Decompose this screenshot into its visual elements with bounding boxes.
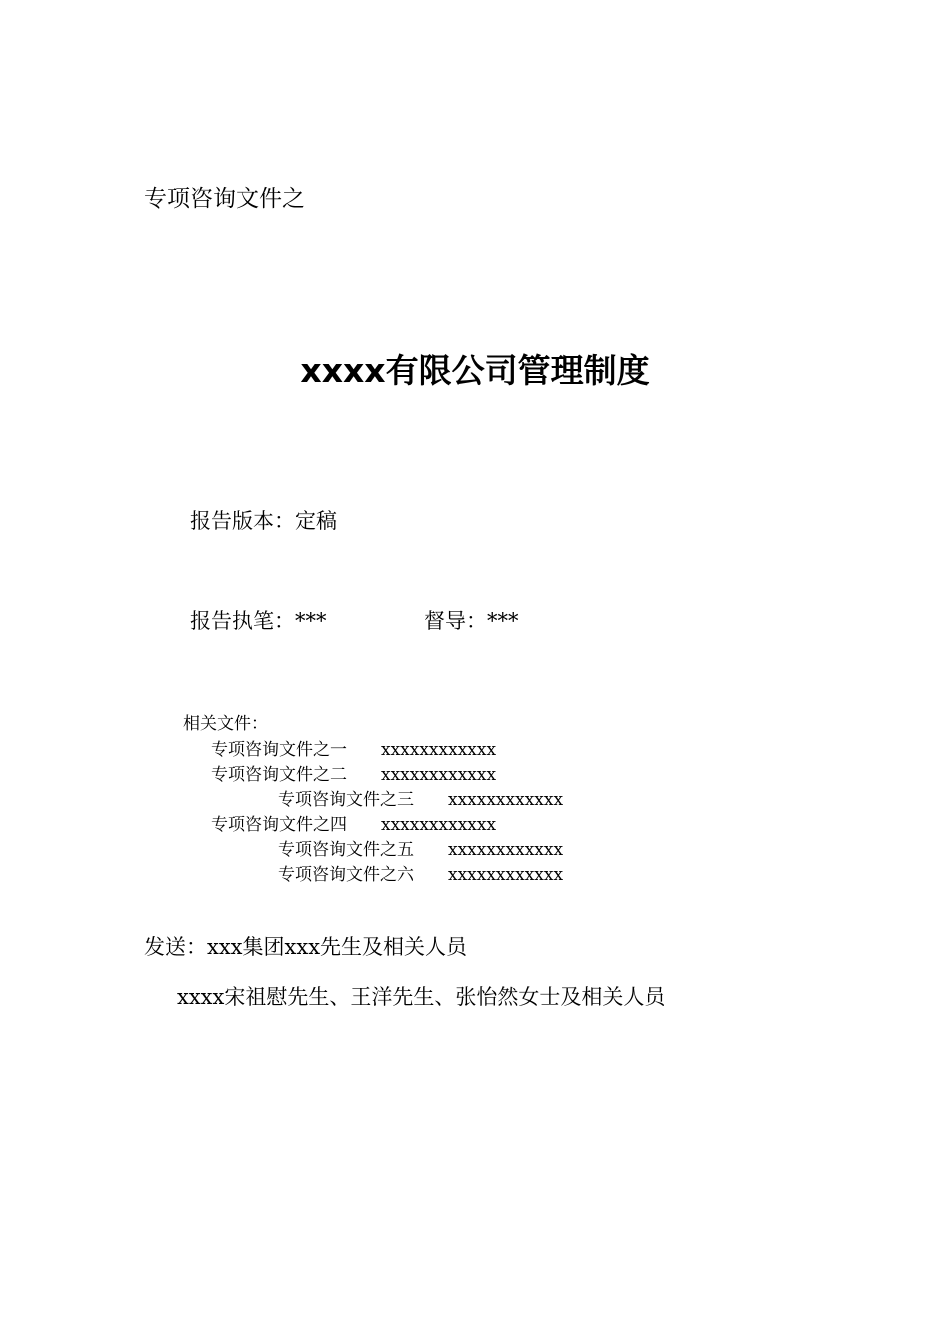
- related-file-item: [278, 842, 563, 859]
- related-file-item: [211, 767, 496, 784]
- related-file-name: 专项咨询文件之三: [278, 790, 414, 810]
- related-file-item: [278, 867, 563, 884]
- report-version-value: 定稿: [295, 509, 337, 533]
- related-file-code: xxxxxxxxxxxx: [448, 790, 564, 810]
- distribution-line-2: xxxx宋祖慰先生、王洋先生、张怡然女士及相关人员: [177, 985, 666, 1009]
- report-author-value: ***: [295, 609, 327, 633]
- related-file-name: 专项咨询文件之五: [278, 840, 414, 860]
- report-version-label: 报告版本：: [190, 509, 295, 533]
- series-label: 专项咨询文件之: [144, 186, 305, 212]
- related-file-item: [278, 792, 563, 809]
- related-file-code: xxxxxxxxxxxx: [448, 840, 564, 860]
- report-supervisor-value: ***: [487, 609, 519, 633]
- report-supervisor-label: 督导：: [424, 609, 487, 633]
- report-supervisor: [424, 611, 519, 632]
- distribution-line-1: 发送：xxx集团xxx先生及相关人员: [144, 935, 468, 959]
- report-author: [190, 611, 327, 632]
- related-file-code: xxxxxxxxxxxx: [381, 765, 497, 785]
- related-file-item: [211, 742, 496, 759]
- related-file-code: xxxxxxxxxxxx: [381, 815, 497, 835]
- related-file-name: 专项咨询文件之四: [211, 815, 347, 835]
- related-file-name: 专项咨询文件之二: [211, 765, 347, 785]
- related-files-heading: 相关文件：: [183, 714, 268, 734]
- report-version: [190, 511, 337, 532]
- related-file-code: xxxxxxxxxxxx: [381, 740, 497, 760]
- related-file-name: 专项咨询文件之六: [278, 865, 414, 885]
- related-file-name: 专项咨询文件之一: [211, 740, 347, 760]
- document-title: xxxx有限公司管理制度: [300, 351, 650, 390]
- report-author-label: 报告执笔：: [190, 609, 295, 633]
- related-file-code: xxxxxxxxxxxx: [448, 865, 564, 885]
- related-file-item: [211, 817, 496, 834]
